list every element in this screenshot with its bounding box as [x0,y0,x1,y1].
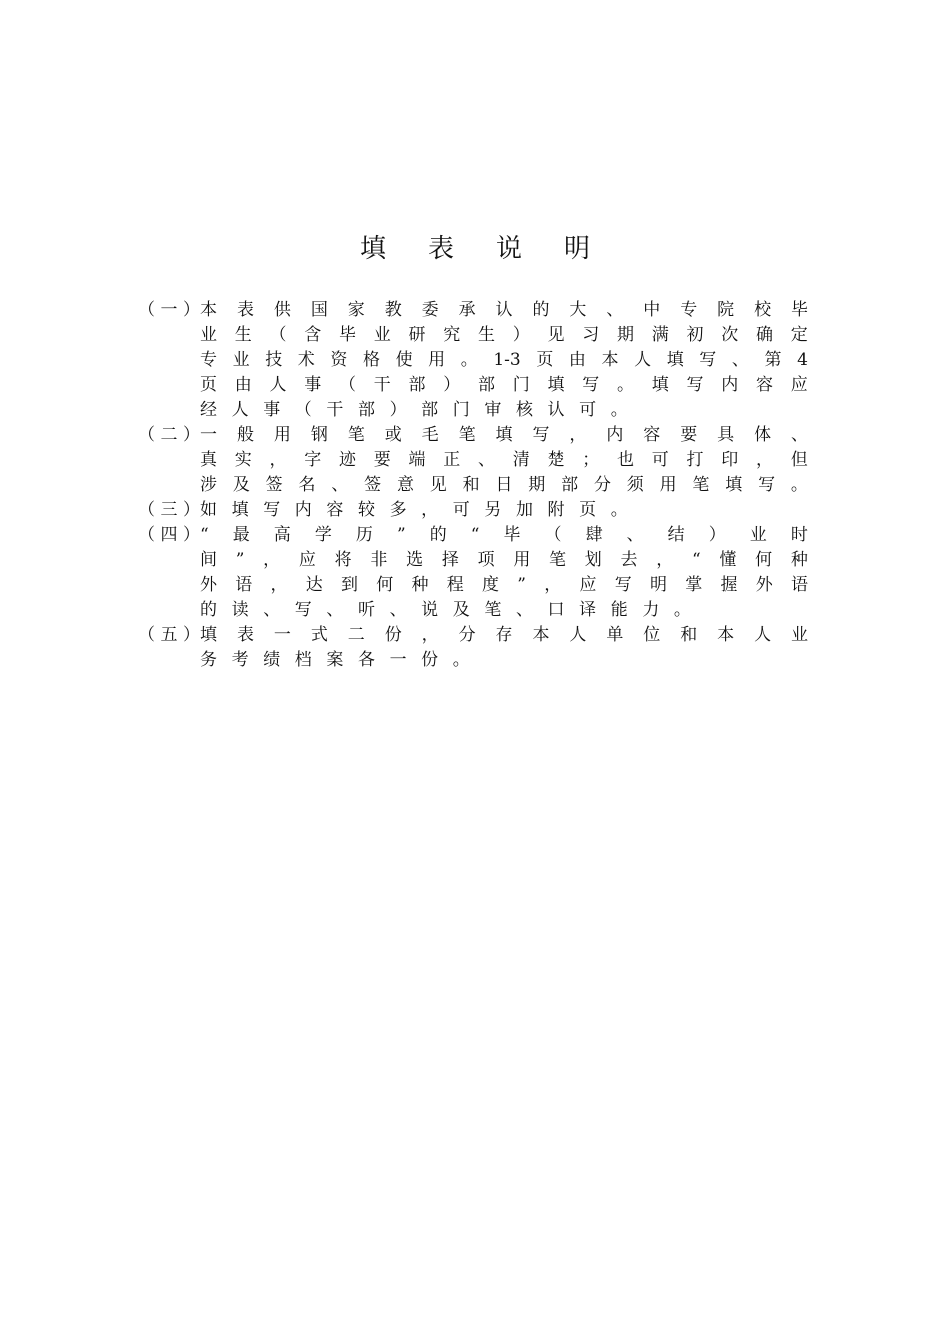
item-text-line: 涉 及 签 名 、 签 意 见 和 日 期 部 分 须 用 笔 填 写 。 [200,475,808,495]
instruction-item [138,523,818,623]
page-title [0,228,950,265]
title-char: 明 [563,234,590,264]
item-text-line: 一 般 用 钢 笔 或 毛 笔 填 写 ， 内 容 要 具 体 、 [200,425,808,445]
item-text-line: 外 语 ， 达 到 何 种 程 度 ” ， 应 写 明 掌 握 外 语 [200,575,808,595]
instruction-item [138,498,818,523]
item-text-line: 专 业 技 术 资 格 使 用 。 1-3 页 由 本 人 填 写 、 第 4 [200,350,808,370]
item-text-line: 经 人 事 （ 干 部 ） 部 门 审 核 认 可 。 [200,400,628,420]
instructions-list [138,298,818,673]
item-text-line: 如 填 写 内 容 较 多 ， 可 另 加 附 页 。 [200,500,628,520]
item-text-line: “ 最 高 学 历 ” 的 “ 毕 （ 肆 、 结 ） 业 时 [200,525,808,545]
item-text-line: 业 生 （ 含 毕 业 研 究 生 ） 见 习 期 满 初 次 确 定 [200,325,808,345]
title-char: 说 [495,234,522,264]
item-text-line: 页 由 人 事 （ 干 部 ） 部 门 填 写 。 填 写 内 容 应 [200,375,808,395]
item-text-line: 的 读 、 写 、 听 、 说 及 笔 、 口 译 能 力 。 [200,600,691,620]
title-char: 表 [427,234,454,264]
item-text-line: 真 实 ， 字 迹 要 端 正 、 清 楚 ； 也 可 打 印 ， 但 [200,450,808,470]
instruction-item [138,423,818,498]
instruction-item [138,298,818,423]
item-text-line: 务 考 绩 档 案 各 一 份 。 [200,650,470,670]
item-number: （ 三 ） [138,500,200,520]
item-text-line: 间 ” ， 应 将 非 选 择 项 用 笔 划 去 ， “ 懂 何 种 [200,550,808,570]
item-number: （ 四 ） [138,525,200,545]
item-number: （ 二 ） [138,425,200,445]
title-char: 填 [359,234,386,264]
item-text-line: 填 表 一 式 二 份 ， 分 存 本 人 单 位 和 本 人 业 [200,625,808,645]
item-number: （ 一 ） [138,300,200,320]
item-number: （ 五 ） [138,625,200,645]
item-text-line: 本 表 供 国 家 教 委 承 认 的 大 、 中 专 院 校 毕 [200,300,808,320]
instruction-item [138,623,818,673]
